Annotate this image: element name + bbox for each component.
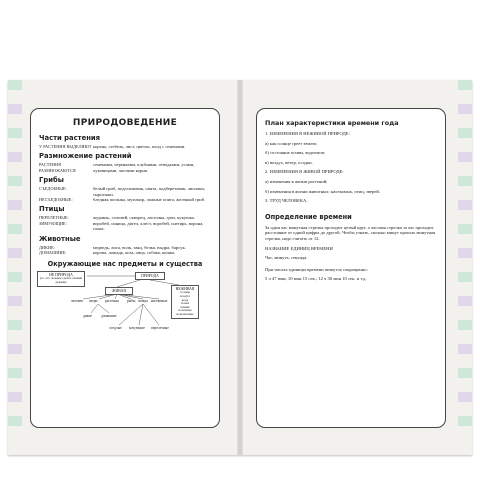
edge-stripe — [8, 344, 22, 354]
time-text: За один час минутная стрелка проходит целый круг, а часовая стрелка за час проходит расстояние от одной цифры до другой. Чтобы узнать, сколько минут прошло минутная стрелка, надо считать от 12. — [265, 224, 436, 241]
row-label: РАСТЕНИЯ РАЗМНОЖАЮТСЯ — [39, 162, 76, 173]
left-panel — [30, 108, 220, 428]
edge-stripe — [458, 320, 472, 330]
not-nature-note: (то, что человек сделал своими руками) — [39, 276, 83, 285]
row-value: бледная поганка, мухомор, ложные опята, желчный гриб. — [93, 197, 206, 203]
edge-stripe — [458, 392, 472, 402]
nonliving-box — [171, 285, 199, 318]
season-plan-title: План характеристики времени года — [265, 119, 399, 127]
row-label: ЗИМУЮЩИЕ: — [39, 220, 67, 226]
plan-line: 2. ИЗМЕНЕНИЯ В ЖИВОЙ ПРИРОДЕ: — [265, 169, 344, 175]
nonliving-item: полезные — [178, 308, 192, 313]
open-book — [8, 80, 472, 455]
nonliving-item: почва — [180, 301, 190, 306]
page-title: ПРИРОДОВЕДЕНИЕ — [72, 118, 178, 128]
edge-stripe — [8, 200, 22, 210]
edge-stripe — [8, 104, 22, 114]
section-row — [39, 221, 213, 232]
edge-stripe — [458, 416, 472, 426]
nonliving-item: камни — [180, 304, 190, 309]
row-label: ДОМАШНИЕ: — [39, 250, 67, 256]
left-edge-stripes — [8, 80, 22, 455]
not-nature-label: НЕ ПРИРОДА — [49, 273, 73, 278]
living-child: звери — [89, 299, 98, 304]
animal-subgroup: дикие — [83, 314, 93, 319]
nonliving-items — [173, 291, 197, 316]
row-value: журавль, соловей, скворец, ласточка, грач, кукушка. — [93, 215, 195, 221]
edge-stripe — [8, 392, 22, 402]
row-value: воробей, синица, дятел, клест, воробей, снегирь, ворона, галка. — [93, 220, 204, 232]
edge-stripe — [8, 176, 22, 186]
row-value: корень, стебель, лист, цветок, плод с семенами. — [93, 144, 186, 149]
edge-stripe — [458, 104, 472, 114]
row-value: белый гриб, подосиновик, опята, подберезовик, лисички, сыроежки. — [93, 186, 205, 197]
nonliving-label: НЕЖИВАЯ — [175, 287, 195, 292]
sections-list — [31, 134, 219, 255]
row-label: У РАСТЕНИЯ ВЫДЕЛЯЮТ — [39, 144, 92, 149]
bird-group: кочующие — [129, 326, 145, 331]
section-row — [39, 162, 213, 173]
nature-diagram — [35, 271, 215, 341]
edge-stripe — [8, 296, 22, 306]
section-heading: Птицы — [39, 205, 65, 214]
edge-stripe — [8, 80, 22, 90]
section-heading: Грибы — [39, 176, 64, 185]
edge-stripe — [8, 320, 22, 330]
units-heading: НАЗВАНИЕ ЕДИНИЦ ВРЕМЕНИ — [265, 245, 333, 251]
time-title: Определение времени — [265, 212, 352, 221]
edge-stripe — [458, 176, 472, 186]
nature-box: ПРИРОДА — [135, 272, 165, 280]
row-label: ДИКИЕ: — [39, 244, 56, 250]
edge-stripe — [8, 248, 22, 258]
row-label: СЪЕДОБНЫЕ: — [39, 186, 67, 192]
right-edge-stripes — [458, 80, 472, 455]
nonliving-item: солнце — [180, 290, 190, 295]
nonliving-item: воздух — [180, 294, 190, 299]
edge-stripe — [8, 224, 22, 234]
row-value: корова, лошадь, коза, овца, собака, кошка. — [93, 250, 176, 256]
not-nature-box — [37, 271, 85, 286]
bird-group: оседлые — [109, 326, 122, 331]
edge-stripe — [458, 80, 472, 90]
row-label: ПЕРЕЛЕТНЫЕ: — [39, 215, 69, 221]
section-heading: Части растения — [39, 134, 101, 142]
nonliving-item: вода — [181, 297, 189, 302]
section-row — [39, 144, 213, 149]
section-heading: Размножение растений — [39, 152, 132, 161]
living-child: рыбы — [127, 299, 136, 304]
section-row — [39, 250, 213, 255]
section-heading: Животные — [39, 234, 81, 243]
row-value: семенами, черенками, клубнями, отводками, усами, луковицами, частями корня. — [93, 162, 195, 173]
edge-stripe — [8, 272, 22, 282]
edge-stripe — [8, 152, 22, 162]
plan-line: в) воздух, ветер, осадки. — [265, 159, 313, 165]
nonliving-item: ископаемые — [176, 312, 194, 317]
living-box: ЖИВАЯ — [105, 287, 133, 295]
living-child: растения — [105, 299, 119, 304]
living-child: насекомые — [151, 299, 168, 304]
plan-line: б) изменения в жизни животных: насекомых, птиц, зверей. — [265, 188, 380, 194]
edge-stripe — [8, 368, 22, 378]
edge-stripe — [458, 224, 472, 234]
plan-line: 3. ТРУД ЧЕЛОВЕКА. — [265, 198, 308, 204]
plan-line: а) как солнце греет землю; — [265, 140, 318, 146]
plan-line: 1. ИЗМЕНЕНИЯ В НЕЖИВОЙ ПРИРОДЕ: — [265, 131, 350, 136]
row-label: НЕСЪЕДОБНЫЕ: — [39, 197, 73, 203]
abbr-text: При числах единицы времени пишутся сокращенно: — [265, 266, 368, 272]
edge-stripe — [458, 128, 472, 138]
edge-stripe — [8, 416, 22, 426]
edge-stripe — [458, 368, 472, 378]
section-row — [39, 197, 213, 202]
plan-line: а) изменения в жизни растений; — [265, 178, 328, 184]
bird-group: перелетные — [151, 326, 169, 331]
living-child: птицы — [138, 299, 148, 304]
edge-stripe — [458, 152, 472, 162]
edge-stripe — [458, 248, 472, 258]
left-page — [8, 80, 240, 455]
edge-stripe — [458, 296, 472, 306]
edge-stripe — [458, 272, 472, 282]
edge-stripe — [458, 200, 472, 210]
units-text: Час, минута, секунда. — [265, 255, 308, 261]
edge-stripe — [8, 128, 22, 138]
env-title: Окружающие нас предметы и существа — [47, 260, 203, 269]
right-page — [240, 80, 472, 455]
abbr-example: 5 ч 47 мин; 10 мин 15 сек.; 12 ч 30 мин 10 сек. и т.д. — [265, 276, 367, 282]
edge-stripe — [458, 344, 472, 354]
plan-line: б) состояние почвы, водоемов; — [265, 150, 326, 156]
living-child: человек — [71, 299, 84, 304]
right-panel — [256, 108, 446, 428]
section-row — [39, 186, 213, 197]
row-value: медведь, лиса, волк, заяц, белка, выдра, барсук. — [93, 244, 186, 250]
animal-subgroup: домашние — [101, 314, 117, 319]
